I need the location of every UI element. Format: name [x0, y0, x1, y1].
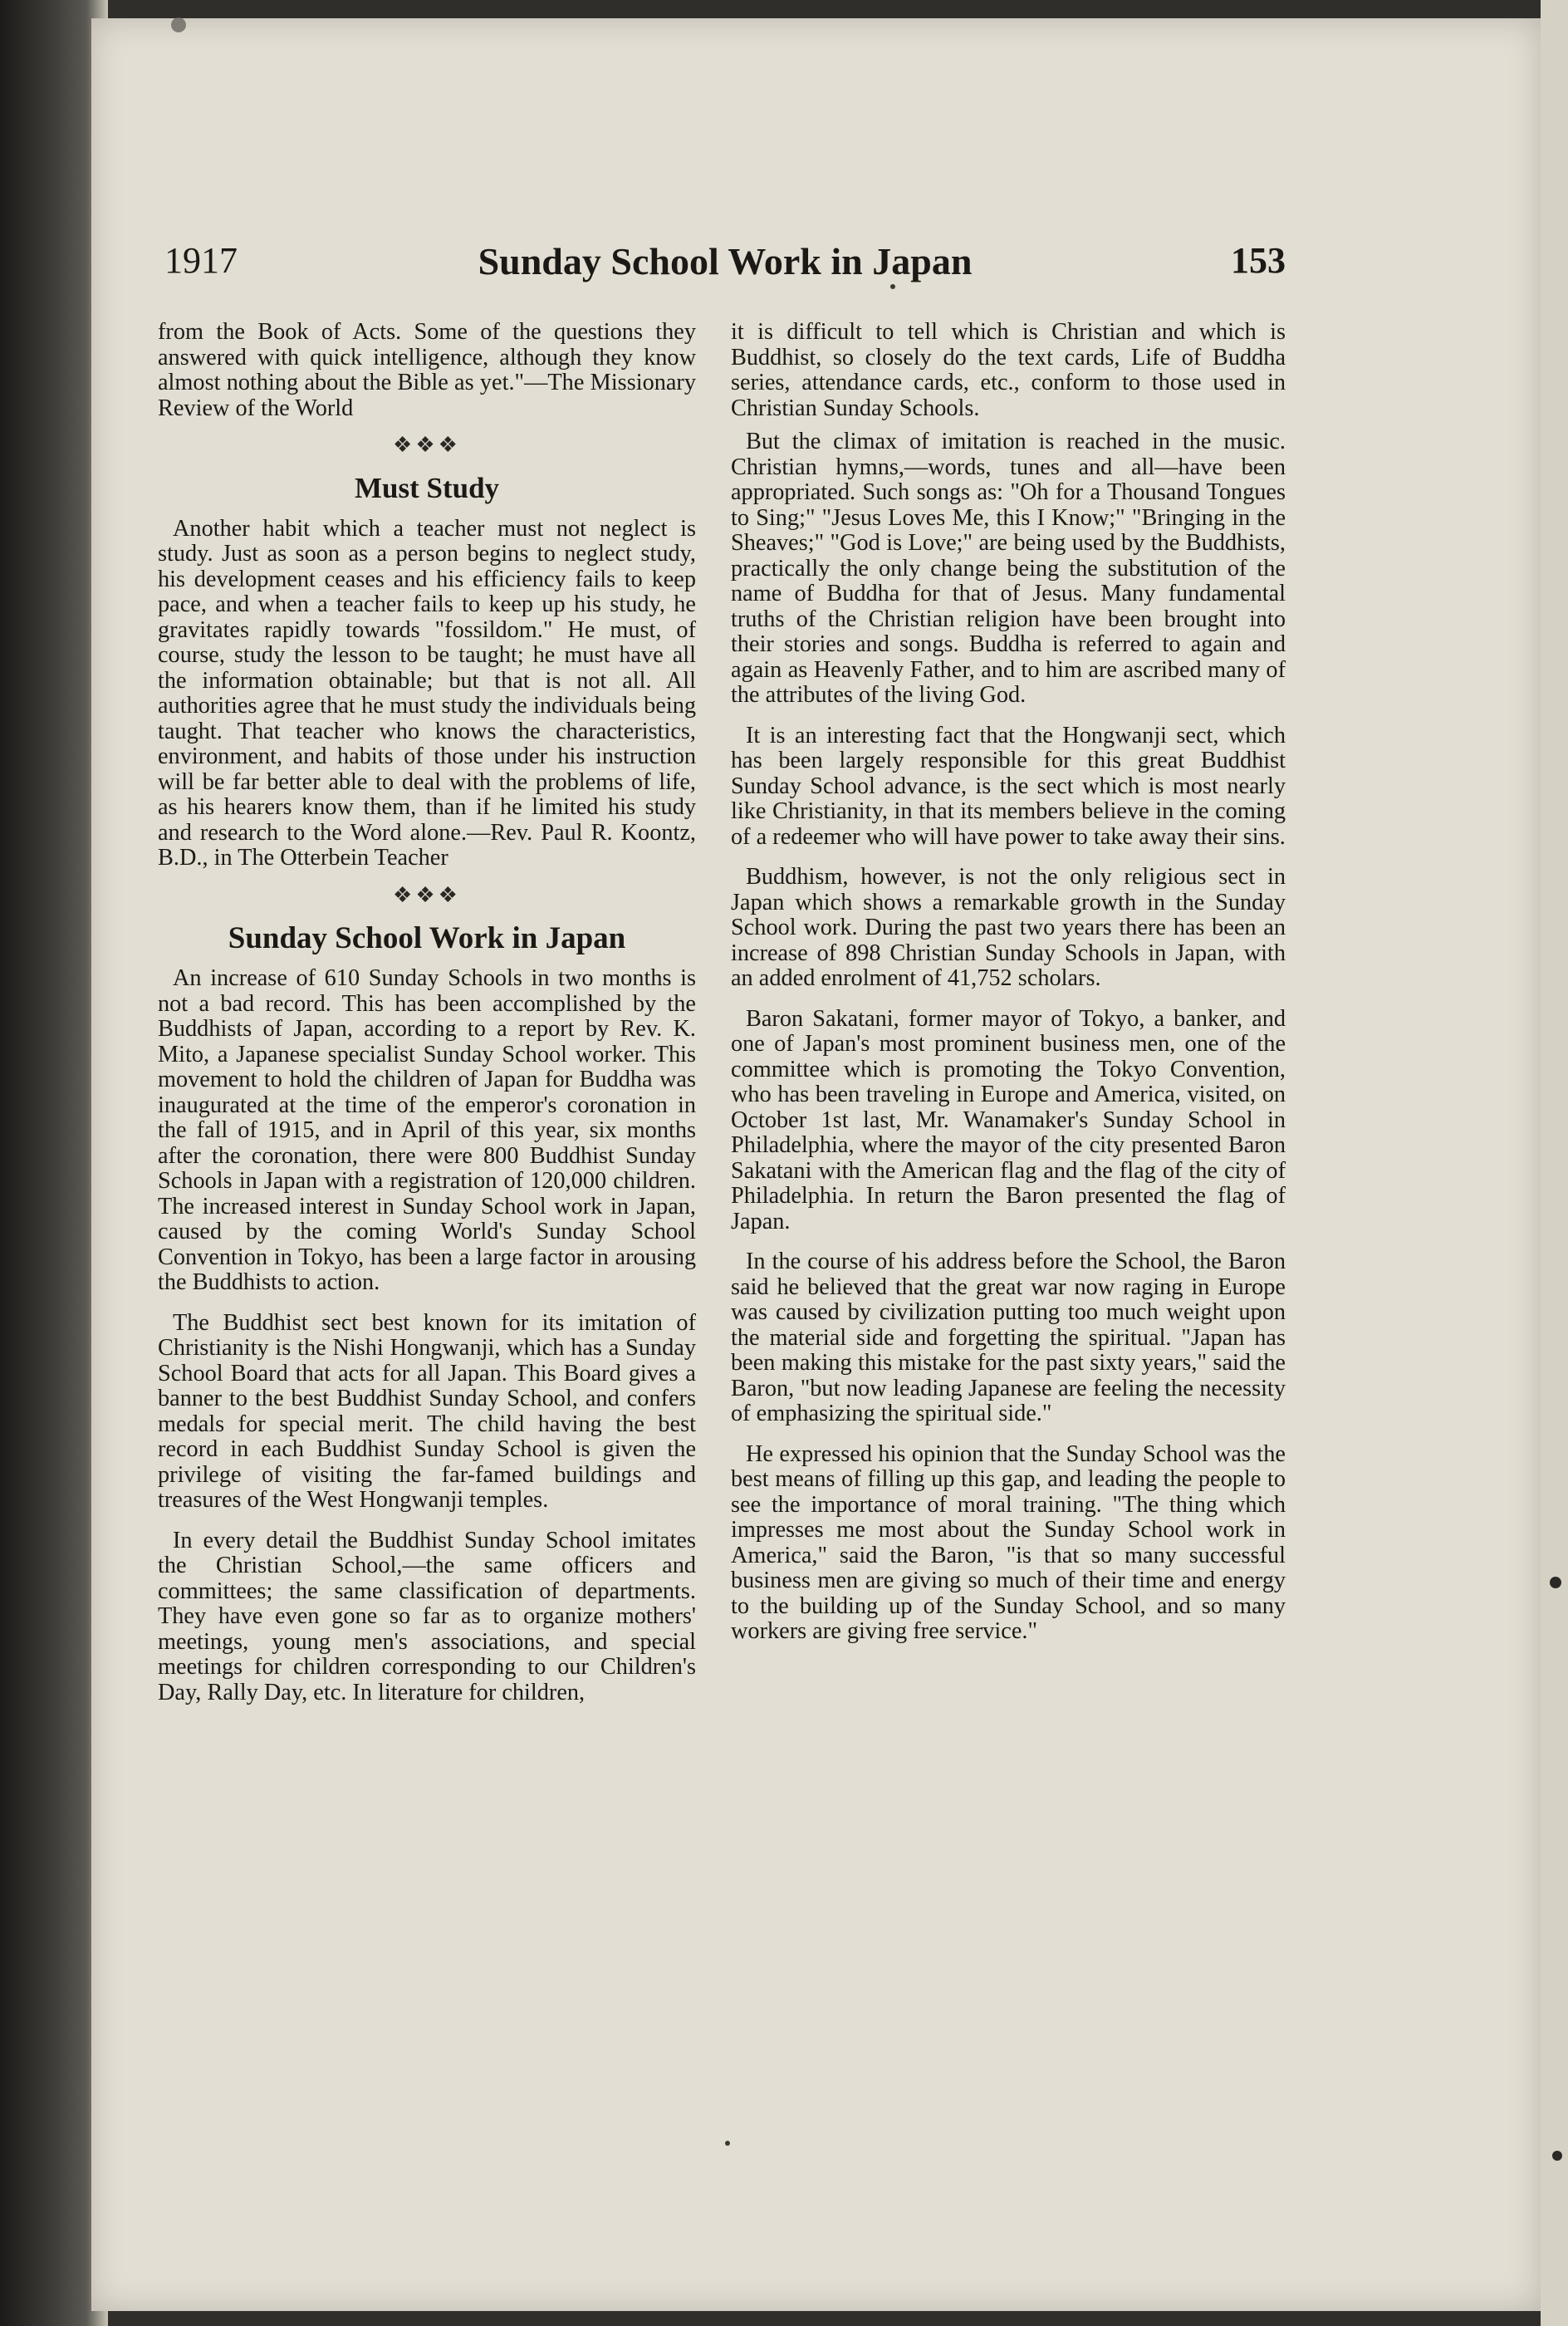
- page-header: [164, 239, 1286, 297]
- article-paragraph-8: Baron Sakatani, former mayor of Tokyo, a banker, and one of Japan's most prominent business men, one of the committee which is promoting the Tokyo Convention, who has been traveling in Europe and America, visited, on October 1st last, Mr. Wanamaker's Sunday School in Philadelphia, where the mayor of the city presented Baron Sakatani with the American flag and the flag of the city of Philadelphia. In return the Baron presented the flag of Japan.: [731, 1005, 1286, 1234]
- right-column: [731, 320, 1286, 1653]
- left-column: [158, 320, 696, 1714]
- section-ornament: ❖❖❖: [393, 433, 461, 457]
- must-study-heading: Must Study: [354, 472, 500, 504]
- header-year: 1917: [164, 240, 238, 281]
- article-paragraph-6: It is an interesting fact that the Hongwanji sect, which has been largely responsible for this great Buddhist Sunday School advance, is the sect which is most nearly like Christianity, in that its members believe in the coming of a redeemer who will have power to take away their sins.: [731, 722, 1286, 850]
- article-heading: Sunday School Work in Japan: [228, 920, 626, 955]
- section-ornament-2: ❖❖❖: [393, 882, 461, 907]
- page-right-edge: [1541, 0, 1568, 2326]
- running-title: Sunday School Work in Japan: [478, 240, 973, 282]
- article-paragraph-10: He expressed his opinion that the Sunday School was the best means of filling up this gap, and leading the people to see the importance of moral training. "The thing which impresses me most about the Sunday School work in America," said the Baron, "is that so many successful business men are giving so much of their time and energy to the building up of the Sunday School, and so many workers are giving free service.": [731, 1440, 1286, 1644]
- intro-continuation: from the Book of Acts. Some of the questions they answered with quick intelligence, although they know almost nothing about the Bible as yet."—The Missionary Review of the World: [158, 319, 696, 421]
- article-paragraph-3: In every detail the Buddhist Sunday School imitates the Christian School,—the same officers and committees; the same classification of departments. They have even gone so far as to organize mothers' meetings, young men's associations, and special meetings for children corresponding to our Children's Day, Rally Day, etc. In literature for children,: [158, 1527, 696, 1705]
- article-paragraph-7: Buddhism, however, is not the only religious sect in Japan which shows a remarkable growth in the Sunday School work. During the past two years there has been an increase of 898 Christian Sunday Schools in Japan, with an added enrolment of 41,752 scholars.: [731, 864, 1286, 991]
- article-paragraph-2: The Buddhist sect best known for its imitation of Christianity is the Nishi Hongwanji, which has a Sunday School Board that acts for all Japan. This Board gives a banner to the best Buddhist Sunday School, and confers medals for special merit. The child having the best record in each Buddhist Sunday School is given the privilege of visiting the far-famed buildings and treasures of the West Hongwanji temples.: [158, 1309, 696, 1513]
- article-paragraph-9: In the course of his address before the School, the Baron said he believed that the great war now raging in Europe was caused by civilization putting too much weight upon the material side and forgetting the spiritual. "Japan has been making this mistake for the past sixty years," said the Baron, "but now leading Japanese are feeling the necessity of emphasizing the spiritual side.": [731, 1249, 1286, 1426]
- article-paragraph-1: An increase of 610 Sunday Schools in two months is not a bad record. This has been accomplished by the Buddhists of Japan, according to a report by Rev. K. Mito, a Japanese specialist Sunday School worker. This movement to hold the children of Japan for Buddha was inaugurated at the time of the emperor's coronation in the fall of 1915, and in April of this year, six months after the coronation, there were 800 Buddhist Sunday Schools in Japan with a registration of 120,000 children. The increased interest in Sunday School work in Japan, caused by the coming World's Sunday School Convention in Tokyo, has been a large factor in arousing the Buddhists to action.: [158, 965, 696, 1295]
- article-paragraph-4: it is difficult to tell which is Christian and which is Buddhist, so closely do the text cards, Life of Buddha series, attendance cards, etc., conform to those used in Christian Sunday Schools.: [731, 319, 1286, 421]
- must-study-paragraph: Another habit which a teacher must not neglect is study. Just as soon as a person begins to neglect study, his development ceases and his efficiency fails to keep pace, and when a teacher fails to keep up his study, he gravitates rapidly towards "fossildom." He must, of course, study the lesson to be taught; he must have all the information obtainable; but that is not all. All authorities agree that he must study the individuals being taught. That teacher who knows the characteristics, environment, and habits of those under his instruction will be far better able to deal with the problems of life, as his hearers know them, than if he limited his study and research to the Word alone.—Rev. Paul R. Koontz, B.D., in The Otterbein Teacher: [158, 515, 696, 871]
- page-number: 153: [1231, 240, 1286, 281]
- article-paragraph-5: But the climax of imitation is reached in the music. Christian hymns,—words, tunes and all—have been appropriated. Such songs as: "Oh for a Thousand Tongues to Sing;" "Jesus Loves Me, this I Know;" "Bringing in the Sheaves;" "God is Love;" are being used by the Buddhists, practically the only change being the substitution of the name of Buddha for that of Jesus. Many fundamental truths of the Christian religion have been brought into their stories and songs. Buddha is referred to again and again as Heavenly Father, and to him are ascribed many of the attributes of the living God.: [731, 429, 1286, 708]
